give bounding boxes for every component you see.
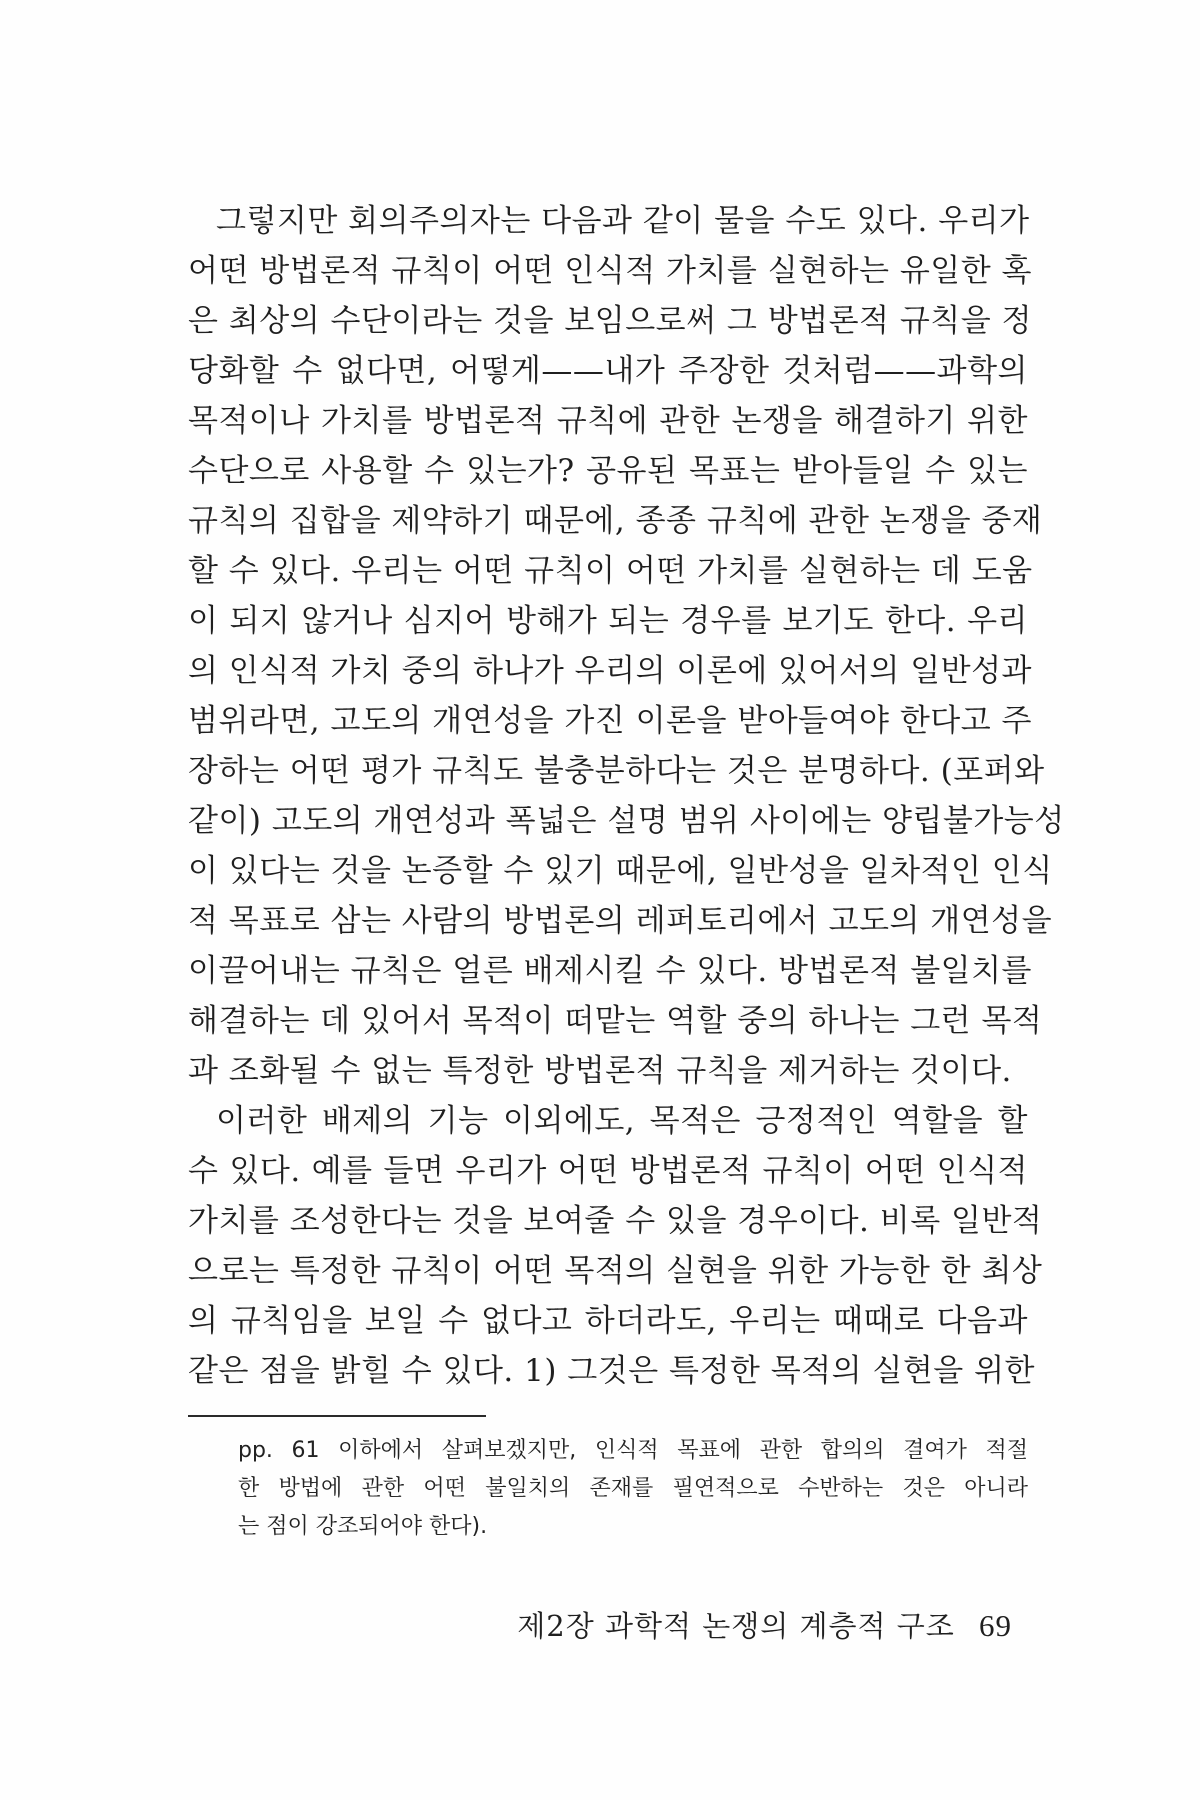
body-line: 같은 점을 밝힐 수 있다. 1) 그것은 특정한 목적의 실현을 위한 [188, 1353, 1035, 1389]
running-footer [517, 1606, 1012, 1646]
body-line: 의 규칙임을 보일 수 없다고 하더라도, 우리는 때때로 다음과 [188, 1303, 1028, 1339]
body-line: 어떤 방법론적 규칙이 어떤 인식적 가치를 실현하는 유일한 혹 [188, 253, 1032, 289]
body-text [188, 196, 1065, 1396]
body-line: 당화할 수 없다면, 어떻게——내가 주장한 것처럼——과학의 [188, 353, 1028, 389]
page-number: 69 [979, 1608, 1012, 1643]
body-line: 가치를 조성한다는 것을 보여줄 수 있을 경우이다. 비록 일반적 [188, 1203, 1043, 1239]
body-line: 범위라면, 고도의 개연성을 가진 이론을 받아들여야 한다고 주 [188, 703, 1032, 739]
chapter-title: 제2장 과학적 논쟁의 계층적 구조 [517, 1609, 955, 1643]
body-line: 의 인식적 가치 중의 하나가 우리의 이론에 있어서의 일반성과 [188, 653, 1032, 689]
body-line: 이 있다는 것을 논증할 수 있기 때문에, 일반성을 일차적인 인식 [188, 853, 1053, 889]
body-line: 이 되지 않거나 심지어 방해가 되는 경우를 보기도 한다. 우리 [188, 603, 1028, 639]
body-line: 은 최상의 수단이라는 것을 보임으로써 그 방법론적 규칙을 정 [188, 303, 1032, 339]
body-line: 수단으로 사용할 수 있는가? 공유된 목표는 받아들일 수 있는 [188, 453, 1028, 489]
body-line: 규칙의 집합을 제약하기 때문에, 종종 규칙에 관한 논쟁을 중재 [188, 503, 1043, 539]
footnote-line: 한 방법에 관한 어떤 불일치의 존재를 필연적으로 수반하는 것은 아니라 [238, 1476, 1028, 1501]
body-line: 할 수 있다. 우리는 어떤 규칙이 어떤 가치를 실현하는 데 도움 [188, 553, 1033, 589]
body-line: 이끌어내는 규칙은 얼른 배제시킬 수 있다. 방법론적 불일치를 [188, 953, 1032, 989]
body-line: 이러한 배제의 기능 이외에도, 목적은 긍정적인 역할을 할 [216, 1103, 1028, 1139]
footnote-line: 는 점이 강조되어야 한다). [238, 1514, 488, 1539]
footnote-divider [188, 1415, 486, 1417]
body-line: 그렇지만 회의주의자는 다음과 같이 물을 수도 있다. 우리가 [216, 203, 1030, 239]
body-line: 으로는 특정한 규칙이 어떤 목적의 실현을 위한 가능한 한 최상 [188, 1253, 1043, 1289]
body-line: 같이) 고도의 개연성과 폭넓은 설명 범위 사이에는 양립불가능성 [188, 803, 1065, 839]
body-line: 장하는 어떤 평가 규칙도 불충분하다는 것은 분명하다. (포퍼와 [188, 753, 1045, 789]
body-line: 목적이나 가치를 방법론적 규칙에 관한 논쟁을 해결하기 위한 [188, 403, 1028, 439]
footnote-line: pp. 61 이하에서 살펴보겠지만, 인식적 목표에 관한 합의의 결여가 적절 [238, 1438, 1028, 1463]
body-line: 과 조화될 수 없는 특정한 방법론적 규칙을 제거하는 것이다. [188, 1053, 1012, 1089]
body-line: 적 목표로 삼는 사람의 방법론의 레퍼토리에서 고도의 개연성을 [188, 903, 1053, 939]
body-line: 해결하는 데 있어서 목적이 떠맡는 역할 중의 하나는 그런 목적 [188, 1003, 1043, 1039]
body-line: 수 있다. 예를 들면 우리가 어떤 방법론적 규칙이 어떤 인식적 [188, 1153, 1028, 1189]
footnote [238, 1432, 1028, 1546]
